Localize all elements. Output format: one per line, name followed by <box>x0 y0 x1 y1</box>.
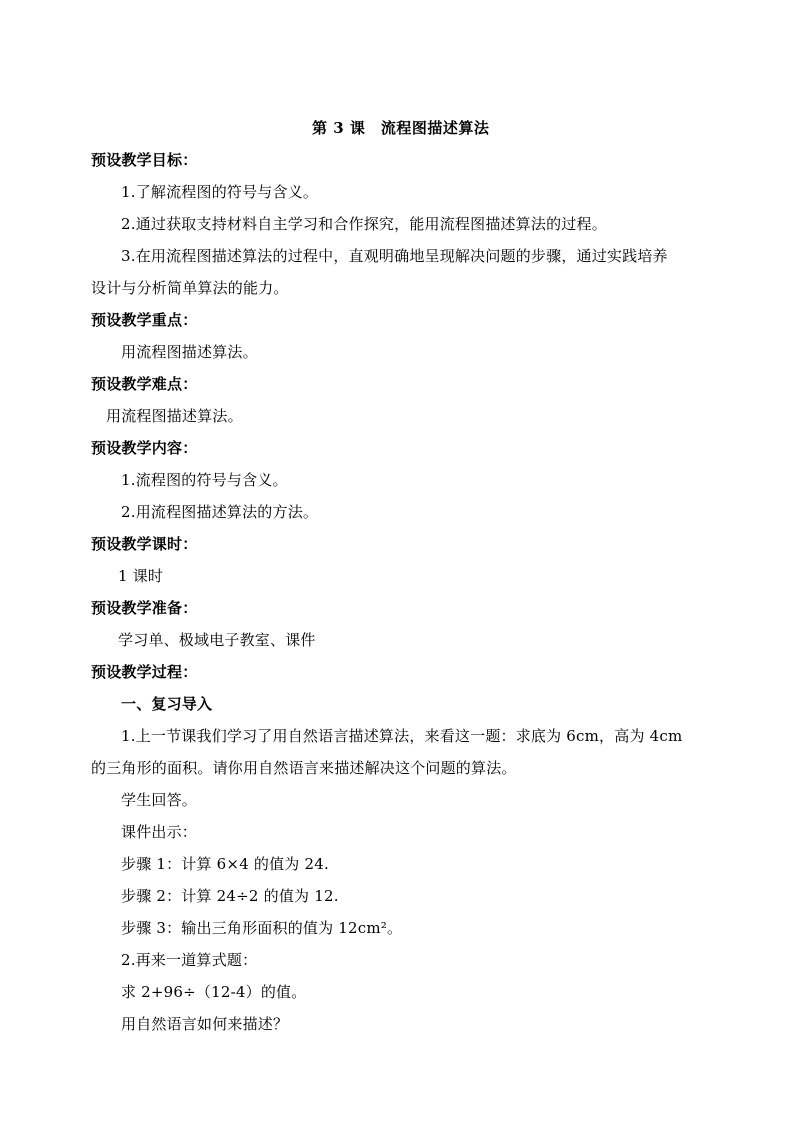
content-item-1: 1.流程图的符号与含义。 <box>121 471 288 489</box>
difficulties-text: 用流程图描述算法。 <box>106 407 243 425</box>
process-line-5: 步骤 1：计算 6×4 的值为 24. <box>121 855 329 873</box>
preparation-heading: 预设教学准备： <box>91 599 198 617</box>
key-points-text: 用流程图描述算法。 <box>121 343 258 361</box>
process-line-1: 1.上一节课我们学习了用自然语言描述算法，来看这一题：求底为 6cm，高为 4cm <box>121 727 683 745</box>
hours-text: 1 课时 <box>118 567 164 585</box>
key-points-heading: 预设教学重点： <box>91 311 198 329</box>
process-subheading: 一、复习导入 <box>121 695 213 713</box>
process-line-4: 课件出示： <box>121 823 198 841</box>
process-heading: 预设教学过程： <box>91 663 198 681</box>
content-heading: 预设教学内容： <box>91 439 198 457</box>
process-line-2: 的三角形的面积。请你用自然语言来描述解决这个问题的算法。 <box>91 759 517 777</box>
goal-item-2: 2.通过获取支持材料自主学习和合作探究，能用流程图描述算法的过程。 <box>121 215 607 233</box>
lesson-title: 第 3 课 流程图描述算法 <box>312 119 490 137</box>
hours-heading: 预设教学课时： <box>91 535 198 553</box>
preparation-text: 学习单、极域电子教室、课件 <box>118 631 316 649</box>
process-line-8: 2.再来一道算式题： <box>121 951 258 969</box>
goals-heading: 预设教学目标： <box>91 151 198 169</box>
goal-item-3-cont: 设计与分析简单算法的能力。 <box>91 279 289 297</box>
process-line-7: 步骤 3：输出三角形面积的值为 12cm²。 <box>121 919 403 937</box>
content-item-2: 2.用流程图描述算法的方法。 <box>121 503 319 521</box>
goal-item-3: 3.在用流程图描述算法的过程中，直观明确地呈现解决问题的步骤，通过实践培养 <box>121 247 668 265</box>
difficulties-heading: 预设教学难点： <box>91 375 198 393</box>
process-line-9: 求 2+96÷（12-4）的值。 <box>121 983 307 1001</box>
process-line-3: 学生回答。 <box>121 791 198 809</box>
goal-item-1: 1.了解流程图的符号与含义。 <box>121 183 319 201</box>
process-line-10: 用自然语言如何来描述？ <box>121 1015 289 1033</box>
process-line-6: 步骤 2：计算 24÷2 的值为 12. <box>121 887 339 905</box>
